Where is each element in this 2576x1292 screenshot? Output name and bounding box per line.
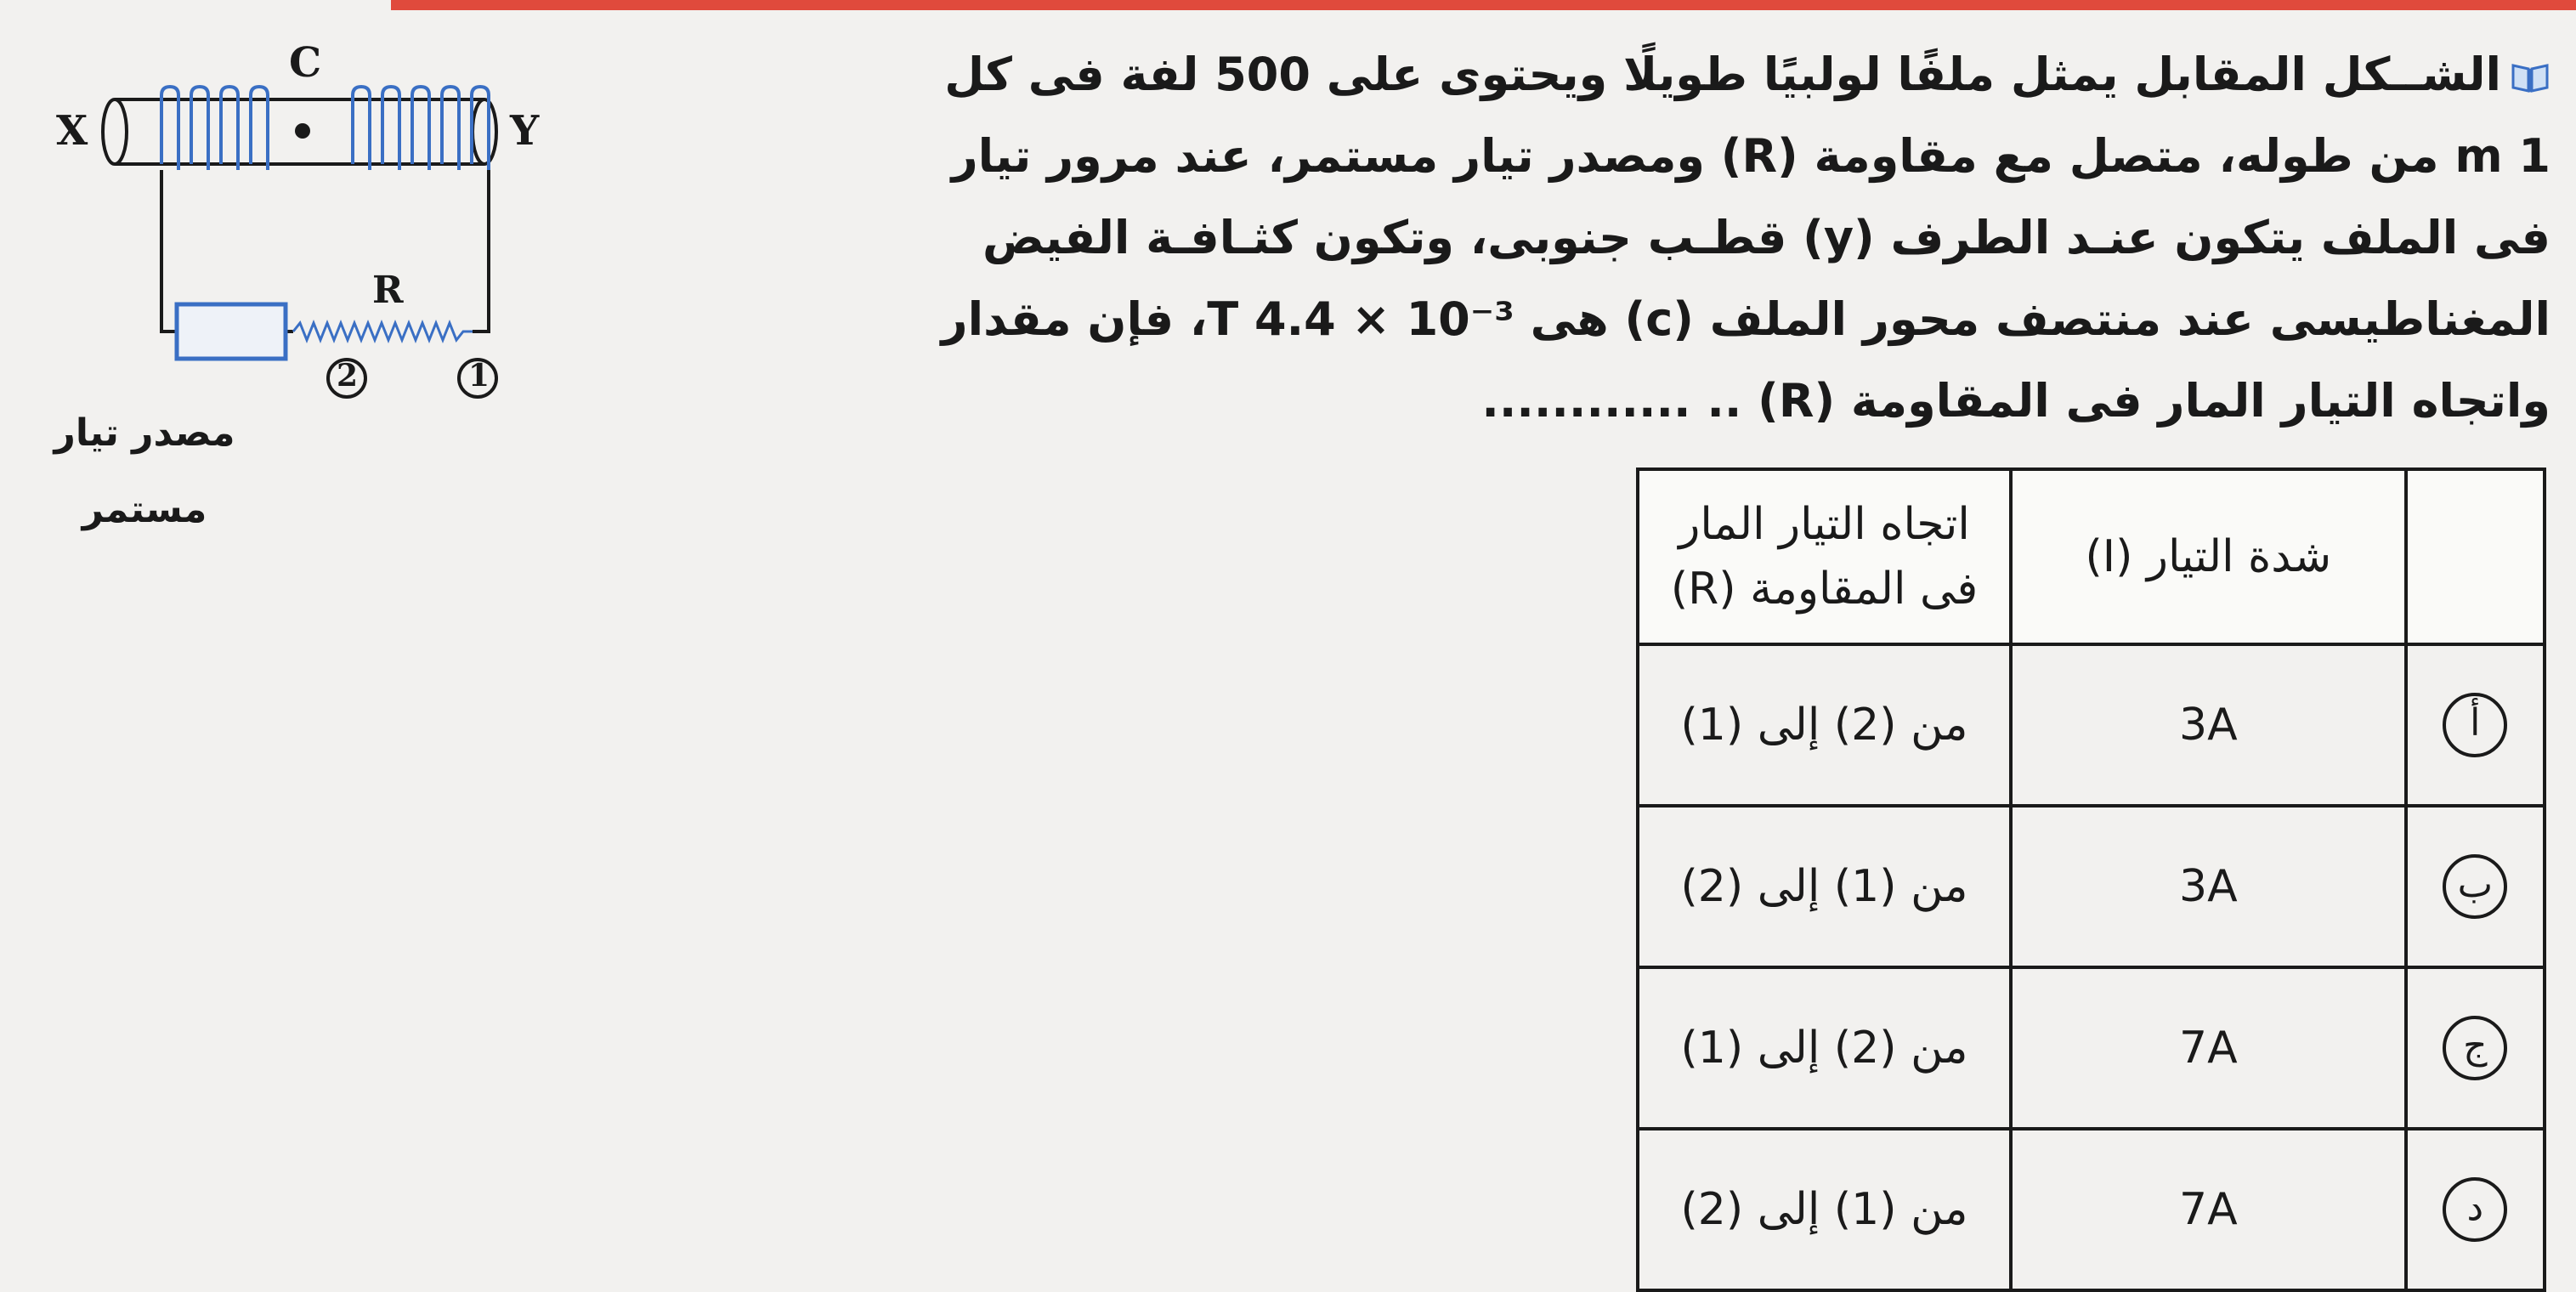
answer-options-table (1636, 468, 2546, 1292)
option-letter-cell (2406, 644, 2545, 806)
book-icon (2510, 60, 2551, 94)
header-direction-line-2: فى المقاومة (R) (1670, 564, 1979, 615)
option-letter[interactable]: ب (2443, 854, 2507, 919)
solenoid-left-end (103, 99, 127, 164)
option-row-b[interactable] (1638, 806, 2545, 967)
option-letter[interactable]: ج (2443, 1016, 2507, 1080)
label-y: Y (510, 107, 540, 155)
question-line-5: واتجاه التيار المار فى المقاومة (R) .. ............ (1481, 374, 2551, 428)
header-current: شدة التيار (I) (2011, 469, 2406, 644)
question-text (941, 34, 2551, 442)
label-c: C (289, 39, 322, 87)
solenoid-circuit-diagram (34, 34, 540, 531)
dc-source-label (34, 395, 255, 548)
question-line-4: المغناطيسى عند منتصف محور الملف (c) هى T ‎4.4 × 10⁻³‎، فإن مقدار (941, 292, 2551, 346)
header-direction (1638, 469, 2011, 644)
resistor-zigzag (293, 323, 473, 340)
option-direction: من (1) إلى (2) (1638, 1129, 2011, 1290)
option-direction: من (1) إلى (2) (1638, 806, 2011, 967)
question-line-2: 1 m من طوله، متصل مع مقاومة (R) ومصدر تيار مستمر، عند مرور تيار (951, 129, 2551, 183)
option-row-a[interactable] (1638, 644, 2545, 806)
option-letter-cell (2406, 1129, 2545, 1290)
header-direction-line-1: اتجاه التيار المار (1679, 499, 1970, 550)
option-direction: من (2) إلى (1) (1638, 644, 2011, 806)
option-letter[interactable]: د (2443, 1177, 2507, 1242)
dc-source-label-line-1: مصدر تيار (54, 411, 235, 455)
header-letter-cell (2406, 469, 2545, 644)
top-accent-strip (391, 0, 2576, 10)
option-row-d[interactable] (1638, 1129, 2545, 1290)
option-row-c[interactable] (1638, 967, 2545, 1129)
question-line-1 (944, 34, 2551, 116)
option-current: 7A (2011, 1129, 2406, 1290)
option-letter-cell (2406, 967, 2545, 1129)
option-current: 3A (2011, 644, 2406, 806)
center-point-dot (295, 123, 310, 139)
option-current: 7A (2011, 967, 2406, 1129)
solenoid-right-end (473, 99, 496, 164)
label-x: X (56, 107, 88, 155)
table-header-row (1638, 469, 2545, 644)
option-direction: من (2) إلى (1) (1638, 967, 2011, 1129)
option-letter-cell (2406, 806, 2545, 967)
label-r: R (372, 269, 404, 312)
option-letter[interactable]: أ (2443, 693, 2507, 757)
option-current: 3A (2011, 806, 2406, 967)
dc-source-box (177, 304, 286, 359)
question-line-3: فى الملف يتكون عنـد الطرف (y) قطـب جنوبى، وتكون كثـافـة الفيض (982, 211, 2551, 264)
terminal-2-label: 2 (337, 358, 359, 394)
dc-source-label-line-2: مستمر (82, 488, 207, 531)
terminal-1-label: 1 (468, 358, 490, 394)
question-line-1-text: الشــكل المقابل يمثل ملفًا لولبيًا طويلًا ويحتوى على 500 لفة فى كل (944, 48, 2501, 101)
